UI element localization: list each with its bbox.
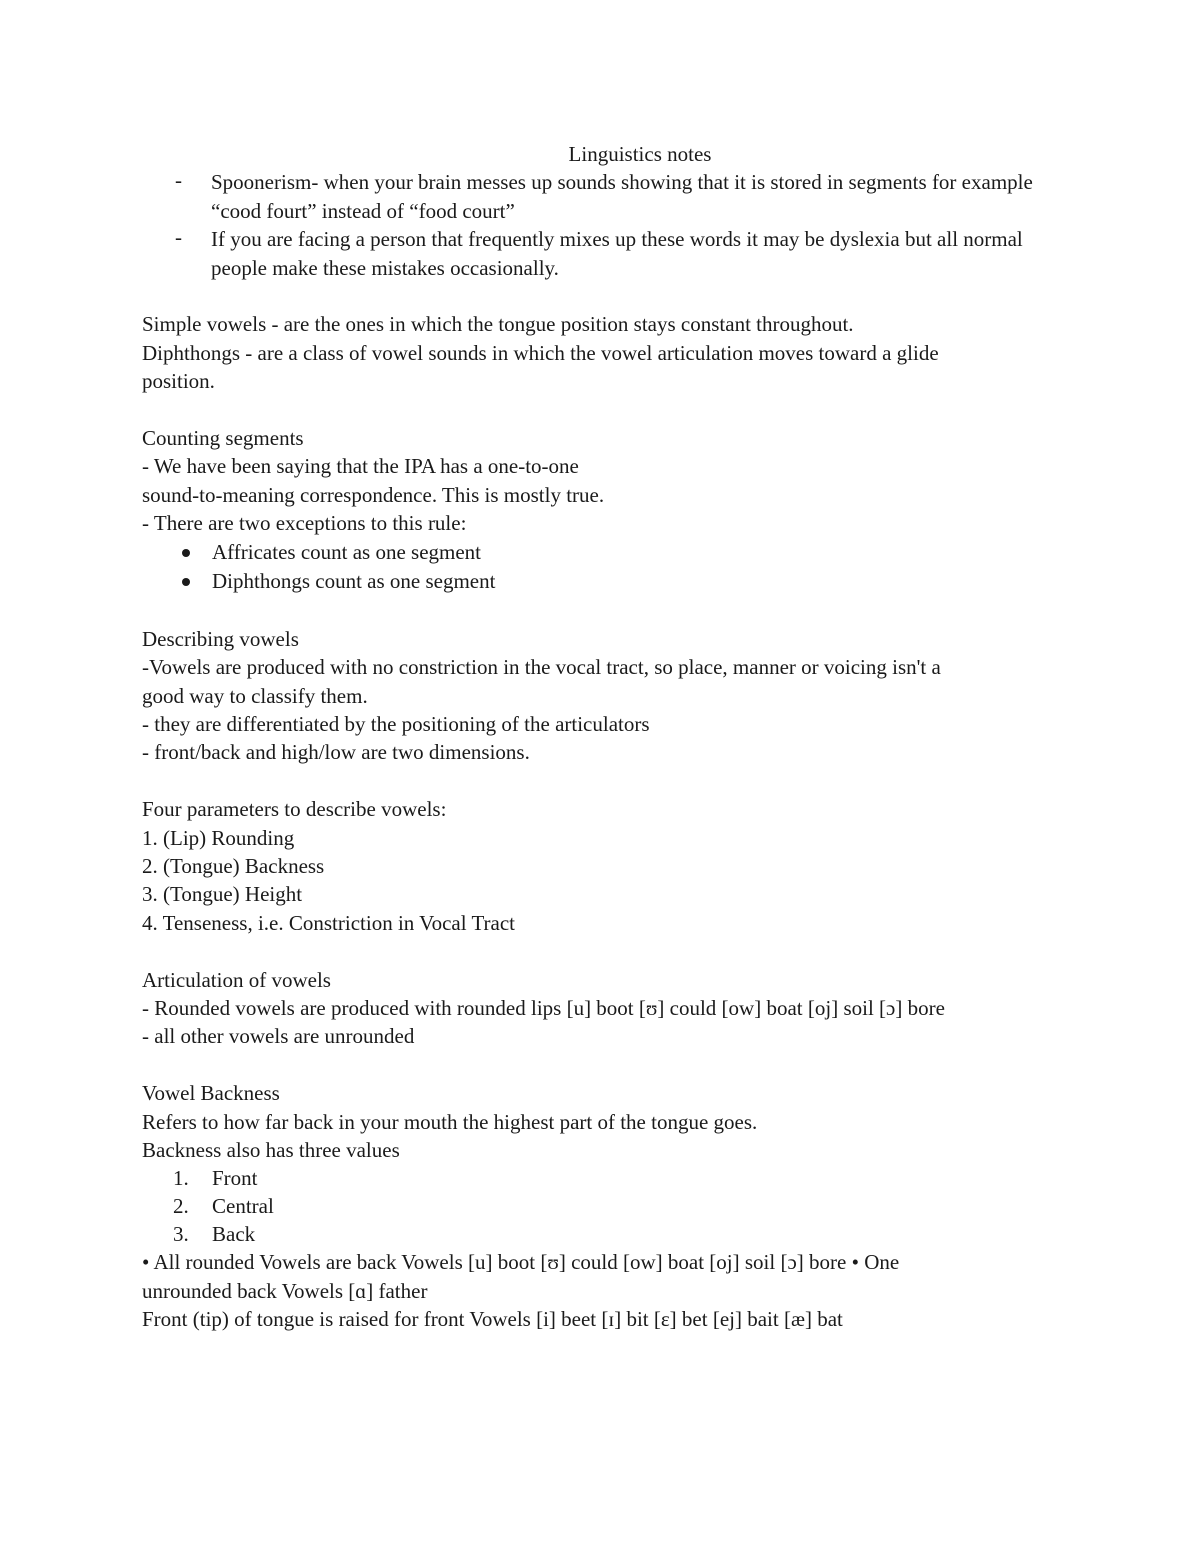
number-marker: 2. xyxy=(173,1194,189,1219)
list-item-text: Spoonerism- when your brain messes up sounds showing that it is stored in segments for example “cood fourt” instead of “food court” xyxy=(211,170,1033,223)
list-item-text: Diphthongs count as one segment xyxy=(212,569,496,594)
paragraph-line: - Rounded vowels are produced with rounded lips [u] boot [ʊ] could [ow] boat [oj] soil [ɔ] bore xyxy=(142,996,945,1020)
simple-vowels-definition: Simple vowels - are the ones in which the tongue position stays constant throughout. xyxy=(142,312,854,337)
paragraph-line: unrounded back Vowels [ɑ] father xyxy=(142,1278,428,1303)
paragraph-line: good way to classify them. xyxy=(142,683,368,708)
paragraph-line: - all other vowels are unrounded xyxy=(142,1024,415,1049)
list-item xyxy=(142,1192,1062,1220)
paragraph-line: Backness also has three values xyxy=(142,1137,400,1162)
dash-marker: - xyxy=(175,168,182,193)
document-title: Linguistics notes xyxy=(568,142,712,166)
paragraph-line: Front (tip) of tongue is raised for front Vowels [i] beet [ɪ] bit [ɛ] bet [ej] bait [æ] bat xyxy=(142,1307,843,1332)
paragraph-line: - There are two exceptions to this rule: xyxy=(142,511,467,536)
document-page xyxy=(142,140,1062,1334)
diphthongs-definition-line: Diphthongs - are a class of vowel sounds in which the vowel articulation moves toward a glide xyxy=(142,340,939,365)
paragraph-line: -Vowels are produced with no constriction in the vocal tract, so place, manner or voicing isn't a xyxy=(142,655,941,680)
dash-marker: - xyxy=(175,225,182,250)
list-item xyxy=(142,168,1062,225)
list-item-text: Central xyxy=(212,1194,274,1219)
paragraph-line: • All rounded Vowels are back Vowels [u] boot [ʊ] could [ow] boat [oj] soil [ɔ] bore • One xyxy=(142,1250,900,1275)
list-item xyxy=(142,567,1062,597)
list-item: 1. (Lip) Rounding xyxy=(142,825,295,850)
list-item: 4. Tenseness, i.e. Constriction in Vocal Tract xyxy=(142,910,516,935)
section-heading: Vowel Backness xyxy=(142,1081,280,1106)
paragraph-line: - they are differentiated by the positioning of the articulators xyxy=(142,712,650,737)
list-item xyxy=(142,538,1062,568)
list-item: 2. (Tongue) Backness xyxy=(142,854,325,879)
section-heading: Four parameters to describe vowels: xyxy=(142,797,447,822)
section-heading: Counting segments xyxy=(142,425,304,450)
section-heading: Describing vowels xyxy=(142,626,299,651)
paragraph-line: Refers to how far back in your mouth the highest part of the tongue goes. xyxy=(142,1109,758,1134)
list-item xyxy=(142,1164,1062,1192)
paragraph-line: - We have been saying that the IPA has a one-to-one xyxy=(142,454,579,479)
diphthongs-definition-line: position. xyxy=(142,369,215,394)
list-item: 3. (Tongue) Height xyxy=(142,882,303,907)
number-marker: 3. xyxy=(173,1222,189,1247)
list-item xyxy=(142,225,1062,282)
section-heading: Articulation of vowels xyxy=(142,967,331,992)
list-item-text: If you are facing a person that frequently mixes up these words it may be dyslexia but all normal people make these mistakes occasionally. xyxy=(211,227,1023,280)
list-item-text: Front xyxy=(212,1166,258,1191)
list-item xyxy=(142,1220,1062,1248)
paragraph-line: - front/back and high/low are two dimensions. xyxy=(142,740,530,765)
list-item-text: Back xyxy=(212,1222,256,1247)
number-marker: 1. xyxy=(173,1166,189,1191)
paragraph-line: sound-to-meaning correspondence. This is mostly true. xyxy=(142,482,605,507)
list-item-text: Affricates count as one segment xyxy=(212,539,482,564)
